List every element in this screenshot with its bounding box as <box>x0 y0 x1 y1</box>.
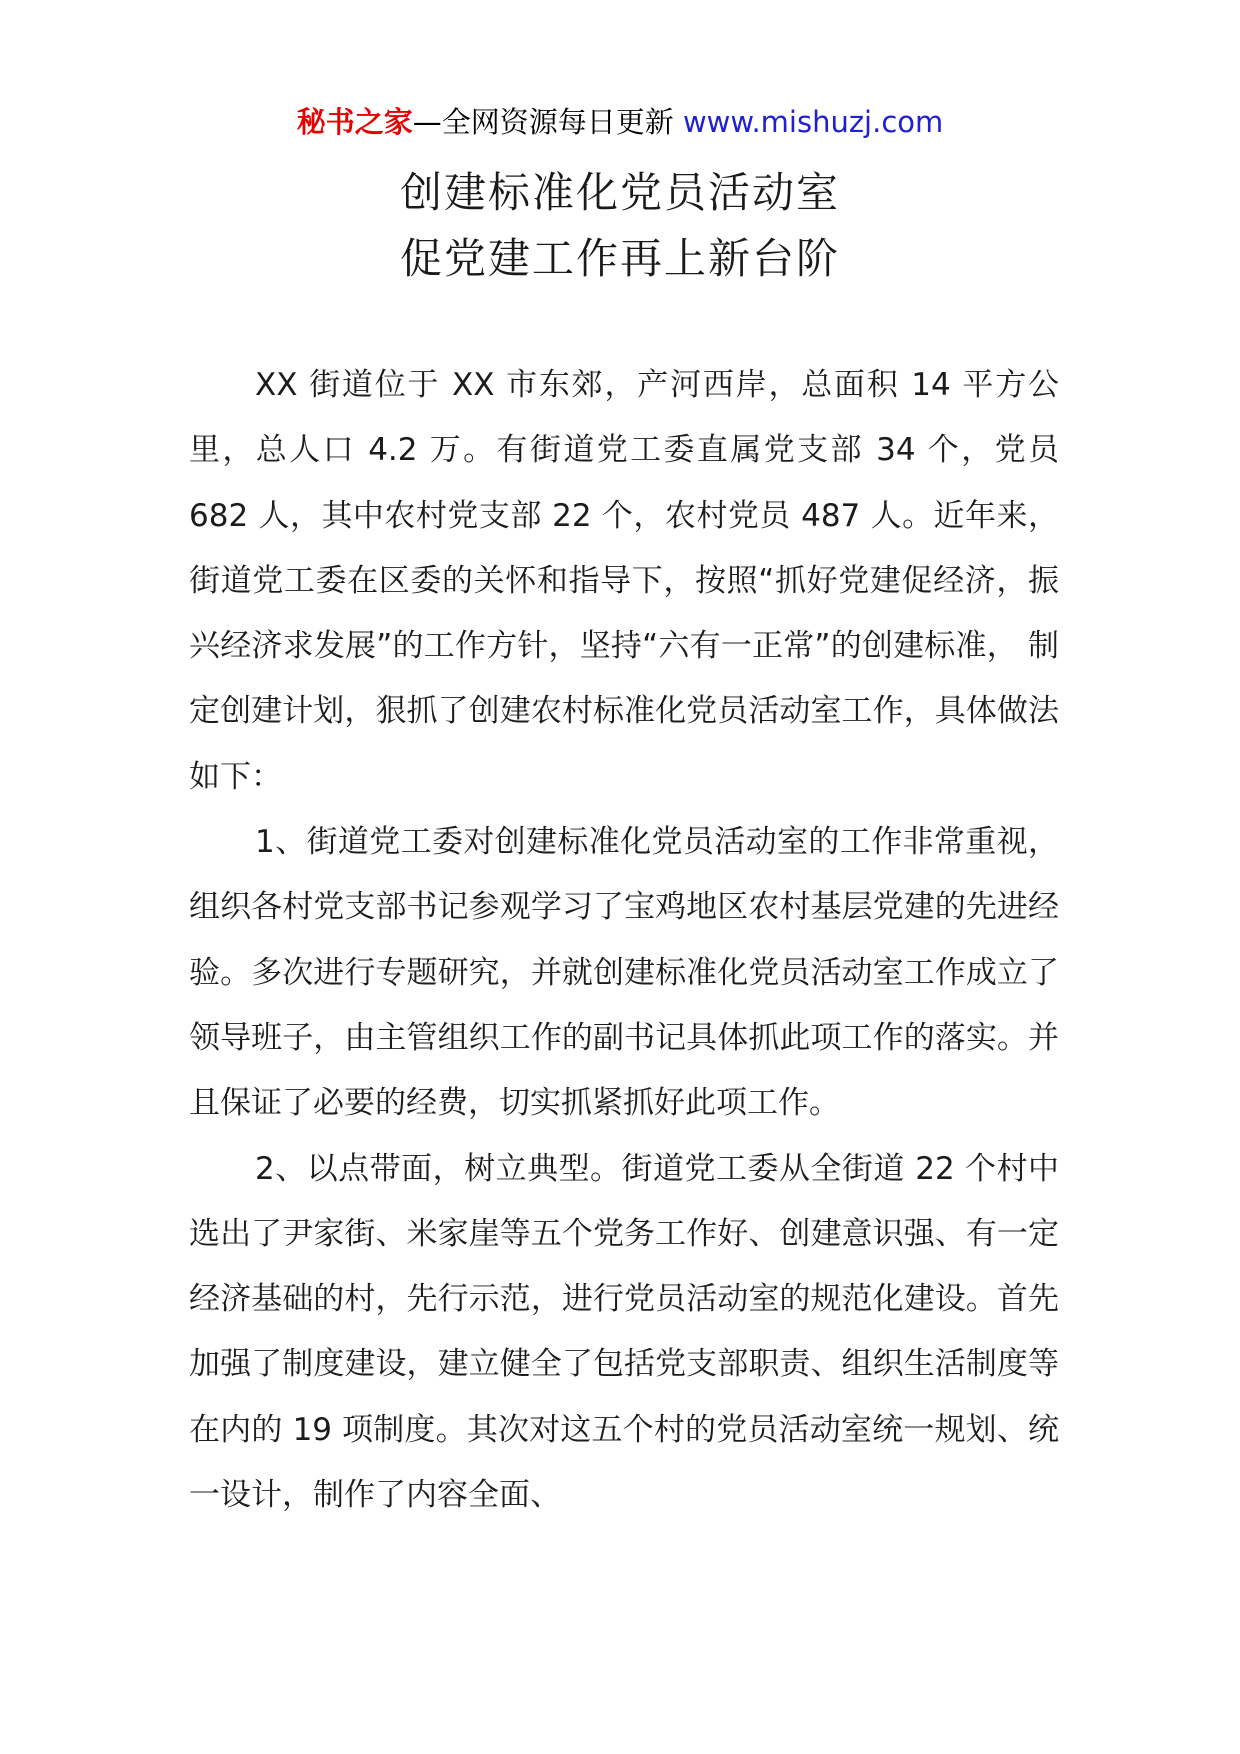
slogan: —全网资源每日更新 <box>412 105 674 139</box>
title-line-1: 创建标准化党员活动室 <box>399 168 840 217</box>
paragraph-point-1: 1、街道党工委对创建标准化党员活动室的工作非常重视，组织各村党支部书记参观学习了宝鸡地区农村基层党建的先进经验。多次进行专题研究，并就创建标准化党员活动室工作成立了领导班子，由主管组织工作的副书记具体抓此项工作的落实。并且保证了必要的经费，切实抓紧抓好此项工作。 <box>189 824 1059 1122</box>
brand-name: 秘书之家 <box>296 105 413 139</box>
document-title <box>0 160 1240 292</box>
paragraph-point-2: 2、以点带面，树立典型。街道党工委从全街道 22 个村中选出了尹家街、米家崖等五个党务工作好、创建意识强、有一定经济基础的村，先行示范，进行党员活动室的规范化建设。首先加强了制度建设，建立健全了包括党支部职责、组织生活制度等在内的 19 项制度。其次对这五个村的党员活动室统一规划、统一设计，制作了内容全面、 <box>189 1150 1059 1514</box>
document-body <box>189 353 1059 1528</box>
site-url-link[interactable]: www.mishuzj.com <box>682 105 944 139</box>
site-header <box>0 102 1240 142</box>
paragraph-intro: XX 街道位于 XX 市东郊，产河西岸，总面积 14 平方公里，总人口 4.2 万。有街道党工委直属党支部 34 个，党员 682 人，其中农村党支部 22 个，农村党员 487 人。近年来，街道党工委在区委的关怀和指导下，按照“抓好党建促经济，振兴经济求发展”的工作方针，坚持“六有一正常”的创建标准， 制定创建计划，狠抓了创建农村标准化党员活动室工作，具体做法如下： <box>189 367 1059 795</box>
title-line-2: 促党建工作再上新台阶 <box>399 234 840 283</box>
